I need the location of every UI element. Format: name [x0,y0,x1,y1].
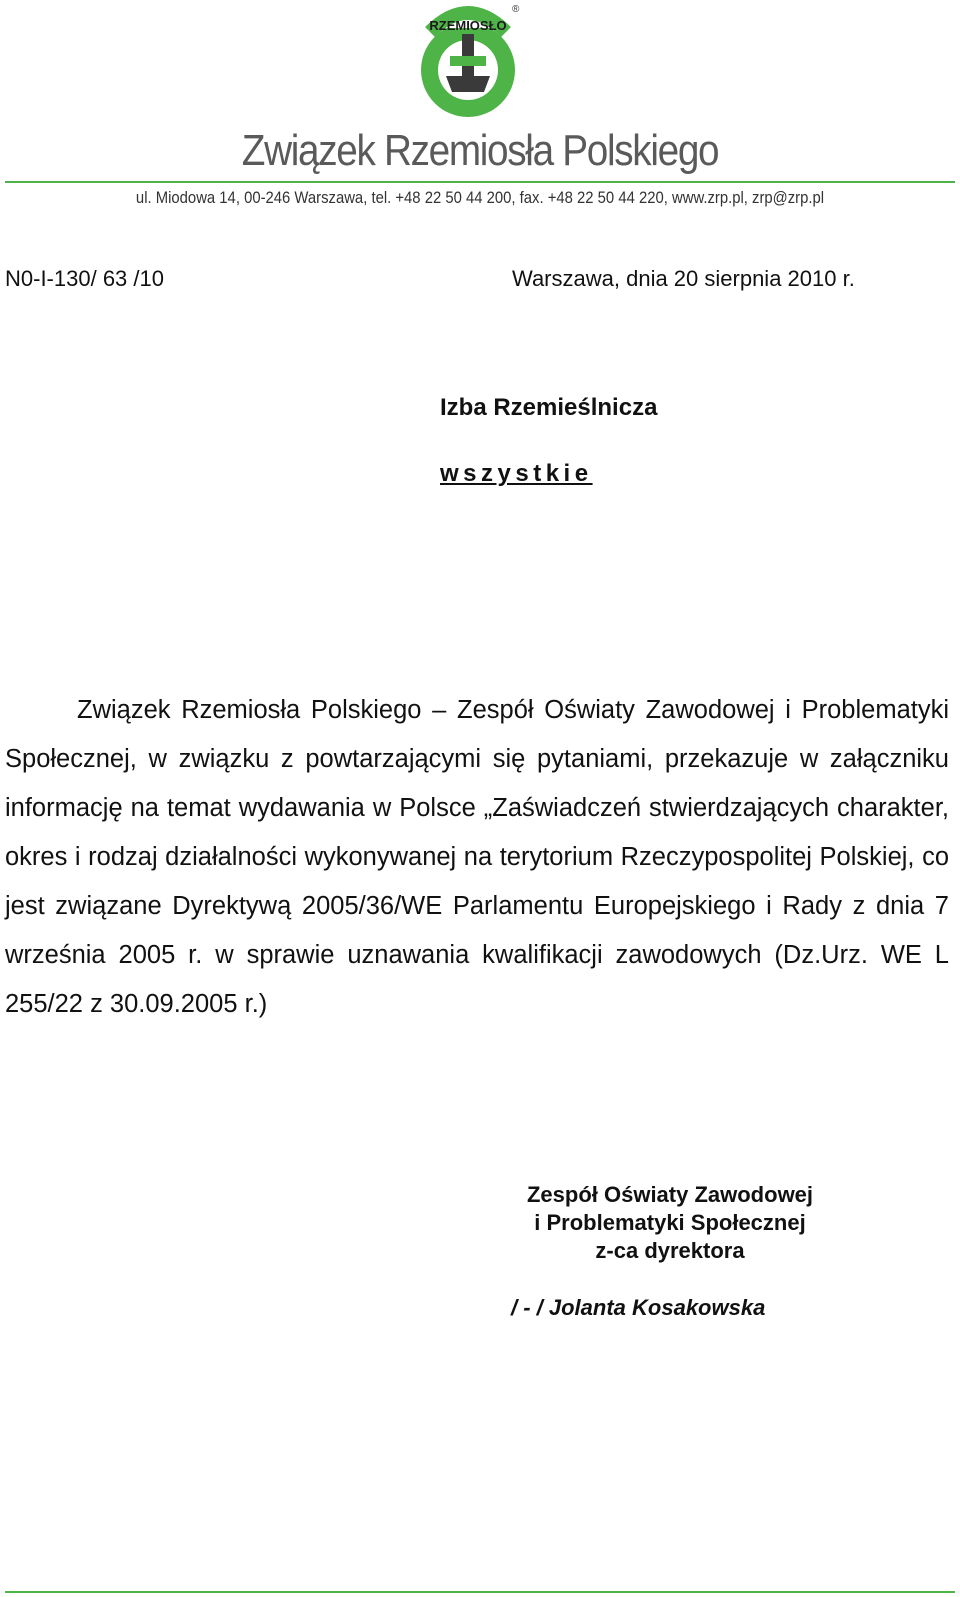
signature-dept-2: i Problematyki Społecznej [534,1210,806,1235]
letter-date: Warszawa, dnia 20 sierpnia 2010 r. [512,266,855,291]
signature-dept: Zespół Oświaty Zawodowej [526,1182,814,1207]
rzemioslo-logo [416,0,532,120]
registered-mark: ® [512,4,520,15]
org-address: ul. Miodowa 14, 00-246 Warszawa, tel. +48 22 50 44 200, fax. +48 22 50 44 220, www.zrp.pl, zrp@zrp.pl [135,189,825,207]
reference-number: N0-I-130/ 63 /10 [5,266,164,291]
recipient: Izba Rzemieślnicza [440,394,658,421]
signature-title: z-ca dyrektora [595,1238,745,1263]
logo-text: RZEMIOSŁO [429,18,507,33]
signature-name: / - / Jolanta Kosakowska [511,1295,766,1320]
footer-divider [5,1591,955,1593]
letter-body: Związek Rzemiosła Polskiego – Zespół Oświaty Zawodowej i Problematyki Społecznej, w związku z powtarzającymi się pytaniami, przekazuje w załączniku informację na temat wydawania w Polsce „Zaświadczeń stwierdzających charakter, okres i rodzaj działalności wykonywanej na terytorium Rzeczypospolitej Polskiej, co jest związane Dyrektywą 2005/36/WE Parlamentu Europejskiego i Rady z dnia 7 września 2005 r. w sprawie uznawania kwalifikacji zawodowych (Dz.Urz. WE L 255/22 z 30.09.2005 r.) [5,696,949,1018]
org-name: Związek Rzemiosła Polskiego [241,126,719,175]
recipient-sub: wszystkie [440,460,593,487]
header-divider [5,181,955,183]
